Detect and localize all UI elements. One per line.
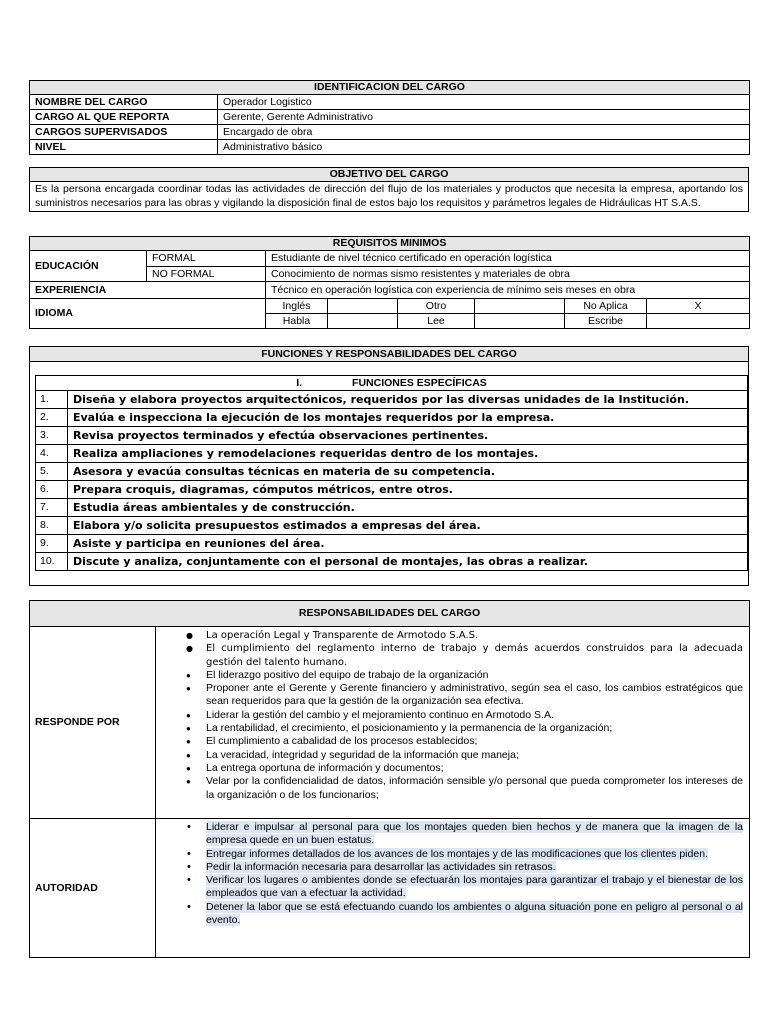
funciones-especificas-table — [35, 375, 748, 571]
responde-por-label: RESPONDE POR — [30, 627, 156, 819]
responde-por-item: ● El cumplimiento del reglamento interno de trabajo y demás acuerdos construidos para la adecuada gestión del talento humano. — [206, 642, 743, 669]
autoridad-item-text: Verificar los lugares o ambientes donde se efectuarán los montajes para garantizar el trabajo y el bienestar de los empleados que van a efectuar la actividad. — [206, 874, 743, 900]
responsabilidades-table — [29, 600, 750, 958]
nombre-cargo-value: Operador Logistico — [218, 95, 750, 110]
funcion-text: Asesora y evacúa consultas técnicas en materia de su competencia. — [68, 463, 748, 481]
formal-value: Estudiante de nivel técnico certificado en operación logística — [266, 251, 750, 267]
autoridad-list — [180, 821, 743, 927]
funcion-row — [36, 445, 748, 463]
requisitos-table — [29, 236, 750, 329]
objetivo-text: Es la persona encargada coordinar todas las actividades de dirección del flujo de los materiales y productos que necesita la empresa, aportando los suministros necesarios para las obras y vigilando la disposición final de estos bajo los requisitos y parámetros legales de Hidráulicas HT S.A.S. — [30, 182, 749, 212]
responde-por-list — [180, 629, 743, 802]
funcion-number: 10. — [36, 553, 68, 571]
autoridad-item-text: Entregar informes detallados de los avances de los montajes y de las modificaciones que los clientes piden. — [206, 847, 708, 860]
funcion-row — [36, 409, 748, 427]
autoridad-item — [206, 874, 743, 901]
funcion-row — [36, 535, 748, 553]
funciones-especificas-number: I. — [296, 376, 303, 389]
cargo-reporta-value: Gerente, Gerente Administrativo — [218, 110, 750, 125]
responde-por-item: ● Velar por la confidencialidad de datos, información sensible y/o personal que pueda comprometer los intereses de la organización o de los funcionarios; — [206, 775, 743, 802]
cargo-reporta-label: CARGO AL QUE REPORTA — [30, 110, 218, 125]
autoridad-label: AUTORIDAD — [30, 819, 156, 958]
funcion-text: Diseña y elabora proyectos arquitectónicos, requeridos por las diversas unidades de la Institución. — [68, 391, 748, 409]
nivel-label: NIVEL — [30, 140, 218, 155]
nivel-value: Administrativo básico — [218, 140, 750, 155]
ingles-mark — [328, 299, 398, 314]
responde-por-item: ● Proponer ante el Gerente y Gerente financiero y administrativo, según sea el caso, los cambios estratégicos que sean requeridos para que la gestión de la organización sea efectiva. — [206, 682, 743, 709]
funcion-row — [36, 553, 748, 571]
funcion-row — [36, 481, 748, 499]
nombre-cargo-label: NOMBRE DEL CARGO — [30, 95, 218, 110]
autoridad-item-text: Detener la labor que se está efectuando cuando los ambientes o alguna situación pone en peligro al personal o al evento. — [206, 900, 743, 927]
funcion-number: 6. — [36, 481, 68, 499]
responde-por-item: ● El liderazgo positivo del equipo de trabajo de la organización — [206, 669, 743, 682]
responsabilidades-header: RESPONSABILIDADES DEL CARGO — [30, 601, 750, 627]
escribe-label: Escribe — [565, 314, 647, 329]
habla-mark — [328, 314, 398, 329]
no-aplica-mark: X — [647, 299, 750, 314]
ingles-label: Inglés — [266, 299, 328, 314]
autoridad-item — [206, 901, 743, 928]
funciones-especificas-header — [36, 376, 748, 391]
escribe-mark — [647, 314, 750, 329]
responde-por-item: ● La rentabilidad, el crecimiento, el posicionamiento y la permanencia de la organización; — [206, 722, 743, 735]
funcion-number: 8. — [36, 517, 68, 535]
autoridad-item — [206, 861, 743, 874]
requisitos-header: REQUISITOS MINIMOS — [30, 237, 750, 251]
funcion-number: 4. — [36, 445, 68, 463]
no-aplica-label: No Aplica — [565, 299, 647, 314]
funcion-row — [36, 427, 748, 445]
no-formal-value: Conocimiento de normas sismo resistentes y materiales de obra — [266, 267, 750, 282]
cargos-supervisados-label: CARGOS SUPERVISADOS — [30, 125, 218, 140]
cargos-supervisados-value: Encargado de obra — [218, 125, 750, 140]
funciones-header: FUNCIONES Y RESPONSABILIDADES DEL CARGO — [30, 347, 749, 362]
funcion-row — [36, 391, 748, 409]
experiencia-label: EXPERIENCIA — [30, 282, 266, 299]
educacion-label: EDUCACIÓN — [30, 251, 147, 282]
autoridad-item — [206, 848, 743, 861]
formal-label: FORMAL — [147, 251, 266, 267]
responde-por-item: ● El cumplimiento a cabalidad de los procesos establecidos; — [206, 735, 743, 748]
funcion-text: Realiza ampliaciones y remodelaciones requeridas dentro de los montajes. — [68, 445, 748, 463]
autoridad-item-text: Pedir la información necesaria para desarrollar las actividades sin retrasos. — [206, 860, 556, 873]
funcion-number: 3. — [36, 427, 68, 445]
funcion-text: Discute y analiza, conjuntamente con el personal de montajes, las obras a realizar. — [68, 553, 748, 571]
no-formal-label: NO FORMAL — [147, 267, 266, 282]
objetivo-header: OBJETIVO DEL CARGO — [30, 168, 749, 182]
funciones-especificas-title: FUNCIONES ESPECÍFICAS — [352, 376, 487, 389]
autoridad-item — [206, 821, 743, 848]
otro-mark — [475, 299, 565, 314]
responde-por-item: ● La veracidad, integridad y seguridad de la información que maneja; — [206, 749, 743, 762]
funcion-row — [36, 463, 748, 481]
funcion-text: Elabora y/o solicita presupuestos estimados a empresas del área. — [68, 517, 748, 535]
experiencia-value: Técnico en operación logística con experiencia de mínimo seis meses en obra — [266, 282, 750, 299]
idioma-label: IDIOMA — [30, 299, 266, 329]
funcion-row — [36, 517, 748, 535]
funcion-text: Asiste y participa en reuniones del área. — [68, 535, 748, 553]
identificacion-header: IDENTIFICACION DEL CARGO — [30, 81, 750, 95]
funcion-number: 1. — [36, 391, 68, 409]
responde-por-item: ● Liderar la gestión del cambio y el mejoramiento continuo en Armotodo S.A. — [206, 709, 743, 722]
funcion-text: Evalúa e inspecciona la ejecución de los montajes requeridos por la empresa. — [68, 409, 748, 427]
funcion-number: 5. — [36, 463, 68, 481]
habla-label: Habla — [266, 314, 328, 329]
lee-mark — [475, 314, 565, 329]
objetivo-table — [29, 167, 749, 212]
autoridad-item-text: Liderar e impulsar al personal para que los montajes queden bien hechos y de manera que la imagen de la empresa quede en un buen estatus. — [206, 821, 743, 847]
funcion-text: Estudia áreas ambientales y de construcción. — [68, 499, 748, 517]
funcion-row — [36, 499, 748, 517]
funcion-number: 2. — [36, 409, 68, 427]
identificacion-table — [29, 80, 750, 155]
funcion-text: Prepara croquis, diagramas, cómputos métricos, entre otros. — [68, 481, 748, 499]
responde-por-item: ● La entrega oportuna de información y documentos; — [206, 762, 743, 775]
funcion-number: 7. — [36, 499, 68, 517]
funcion-number: 9. — [36, 535, 68, 553]
funcion-text: Revisa proyectos terminados y efectúa observaciones pertinentes. — [68, 427, 748, 445]
lee-label: Lee — [398, 314, 475, 329]
funciones-header-table — [29, 346, 749, 362]
responde-por-item: ● La operación Legal y Transparente de Armotodo S.A.S. — [206, 629, 743, 642]
otro-label: Otro — [398, 299, 475, 314]
